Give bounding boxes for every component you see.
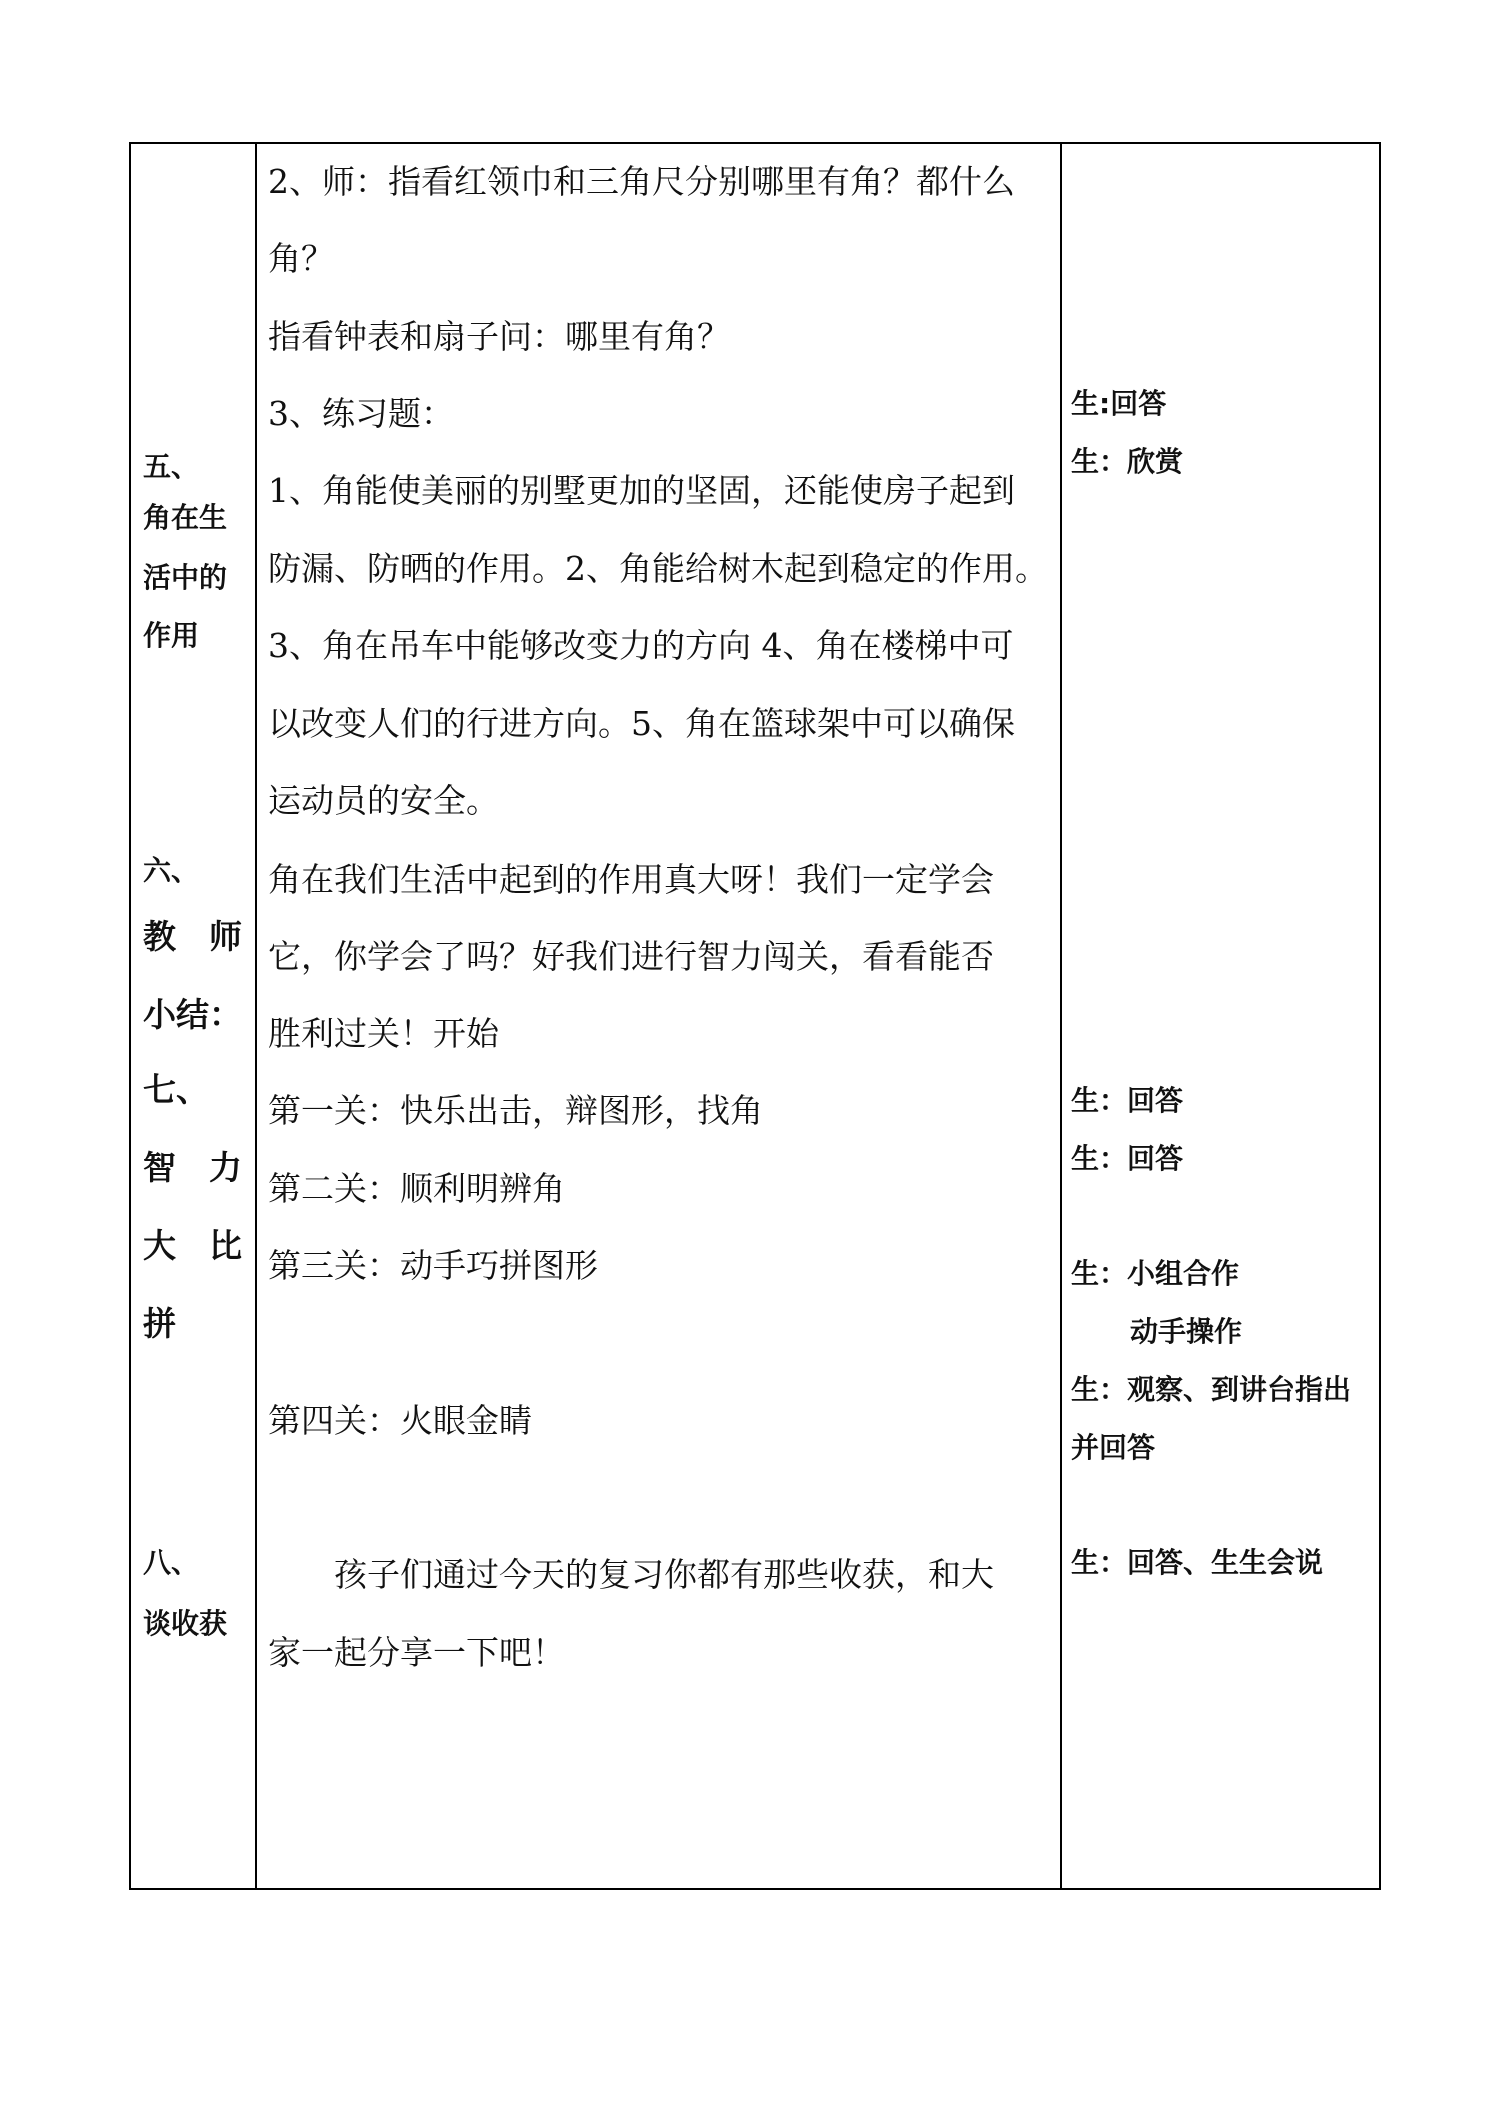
section-7-title-line2: 大 比 <box>143 1226 242 1265</box>
section-5-title-line1: 角在生 <box>143 501 228 534</box>
section-7-title-line1: 智 力 <box>143 1148 242 1187</box>
content-line: 3、角在吊车中能够改变力的方向 4、角在楼梯中可 <box>268 626 1014 665</box>
level-3-text: 第三关：动手巧拼图形 <box>268 1246 598 1285</box>
student-activity: 生:回答 <box>1071 387 1167 420</box>
student-activity: 并回答 <box>1071 1431 1156 1464</box>
section-6-title-line2: 小结： <box>143 995 242 1034</box>
section-8-title-line1: 谈收获 <box>143 1607 228 1640</box>
section-7-number: 七、 <box>143 1070 209 1109</box>
content-line: 它，你学会了吗？好我们进行智力闯关，看看能否 <box>268 937 994 976</box>
content-line: 1、角能使美丽的别墅更加的坚固，还能使房子起到 <box>268 471 1015 510</box>
level-1-text: 第一关：快乐出击，辩图形，找角 <box>268 1091 763 1130</box>
content-line: 以改变人们的行进方向。5、角在篮球架中可以确保 <box>268 704 1015 743</box>
content-line: 2、师：指看红领巾和三角尺分别哪里有角？都什么 <box>268 162 1015 201</box>
student-activity: 生：回答 <box>1071 1142 1184 1175</box>
content-line: 角？ <box>268 239 334 278</box>
content-line: 运动员的安全。 <box>268 781 499 820</box>
content-line: 角在我们生活中起到的作用真大呀！我们一定学会 <box>268 860 994 899</box>
section-8-number: 八、 <box>143 1546 200 1579</box>
column-divider-left <box>255 144 257 1888</box>
content-line: 防漏、防晒的作用。2、角能给树木起到稳定的作用。 <box>268 549 1048 588</box>
student-activity: 生：回答 <box>1071 1084 1184 1117</box>
section-5-number: 五、 <box>143 450 200 483</box>
level-2-text: 第二关：顺利明辨角 <box>268 1169 565 1208</box>
section-5-title-line3: 作用 <box>143 619 200 652</box>
section-5-title-line2: 活中的 <box>143 561 228 594</box>
section-7-title-line3: 拼 <box>143 1304 176 1343</box>
content-line: 胜利过关！开始 <box>268 1014 499 1053</box>
content-line: 家一起分享一下吧！ <box>268 1633 565 1672</box>
level-4-text: 第四关：火眼金睛 <box>268 1401 532 1440</box>
student-activity: 动手操作 <box>1130 1315 1243 1348</box>
content-line: 3、练习题： <box>268 394 454 433</box>
content-line: 指看钟表和扇子问：哪里有角？ <box>268 317 730 356</box>
student-activity: 生：小组合作 <box>1071 1257 1240 1290</box>
student-activity: 生：欣赏 <box>1071 445 1184 478</box>
section-6-title-line1: 教 师 <box>143 917 242 956</box>
student-activity: 生：回答、生生会说 <box>1071 1546 1324 1579</box>
column-divider-right <box>1060 144 1062 1888</box>
content-line: 孩子们通过今天的复习你都有那些收获，和大 <box>268 1555 994 1594</box>
section-6-number: 六、 <box>143 854 200 887</box>
student-activity: 生：观察、到讲台指出 <box>1071 1373 1352 1406</box>
